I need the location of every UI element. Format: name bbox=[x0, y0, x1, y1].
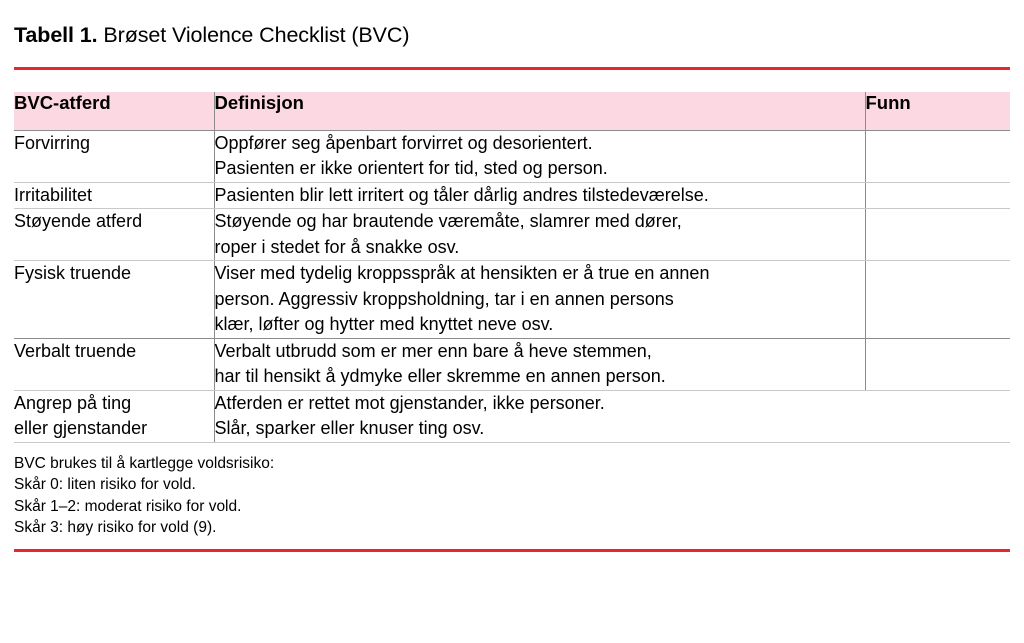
cell-definition bbox=[214, 130, 865, 182]
cell-finding[interactable] bbox=[865, 338, 1010, 390]
table-footnotes bbox=[14, 443, 1010, 549]
cell-behaviour bbox=[14, 261, 214, 339]
bvc-table bbox=[14, 92, 1010, 443]
cell-behaviour-line: Verbalt truende bbox=[14, 340, 137, 361]
table-caption bbox=[14, 0, 1010, 48]
cell-definition-line: Støyende og har brautende væremåte, slamrer med dører, bbox=[214, 211, 682, 231]
footnote-line: Skår 3: høy risiko for vold (9). bbox=[14, 519, 217, 536]
table-row bbox=[14, 261, 1010, 339]
cell-finding[interactable] bbox=[865, 182, 1010, 209]
cell-definition-line: Verbalt utbrudd som er mer enn bare å heve stemmen, bbox=[214, 340, 652, 361]
cell-definition-line: klær, løfter og hytter med knyttet neve osv. bbox=[214, 314, 554, 334]
cell-behaviour-line: Støyende atferd bbox=[14, 211, 143, 231]
cell-definition-line: roper i stedet for å snakke osv. bbox=[214, 236, 460, 257]
footnote-line: Skår 1–2: moderat risiko for vold. bbox=[14, 497, 242, 515]
cell-behaviour bbox=[14, 338, 214, 390]
cell-definition bbox=[214, 209, 865, 261]
bottom-spacer bbox=[14, 552, 1010, 554]
cell-definition-line: har til hensikt å ydmyke eller skremme en annen person. bbox=[214, 366, 666, 386]
table-row bbox=[14, 338, 1010, 390]
cell-behaviour-line: Fysisk truende bbox=[14, 263, 132, 283]
cell-definition-line: Oppfører seg åpenbart forvirret og desorientert. bbox=[214, 132, 593, 153]
cell-definition bbox=[214, 182, 865, 209]
caption-title: Brøset Violence Checklist (BVC) bbox=[103, 23, 410, 47]
cell-behaviour bbox=[14, 130, 214, 182]
cell-behaviour-line: Forvirring bbox=[14, 132, 91, 153]
header-cell-definition: Definisjon bbox=[214, 92, 865, 130]
header-cell-finding: Funn bbox=[865, 92, 1010, 130]
footnote-line: BVC brukes til å kartlegge voldsrisiko: bbox=[14, 454, 275, 472]
cell-definition-line: person. Aggressiv kroppsholdning, tar i en annen persons bbox=[214, 288, 674, 309]
cell-behaviour bbox=[14, 209, 214, 261]
cell-definition bbox=[214, 261, 865, 339]
header-cell-behaviour: BVC-atferd bbox=[14, 92, 214, 130]
cell-finding[interactable] bbox=[865, 261, 1010, 339]
table-row bbox=[14, 130, 1010, 182]
cell-finding[interactable] bbox=[865, 390, 1010, 442]
cell-definition-line: Pasienten er ikke orientert for tid, sted og person. bbox=[214, 158, 608, 178]
footnote-line: Skår 0: liten risiko for vold. bbox=[14, 476, 196, 493]
cell-definition-line: Atferden er rettet mot gjenstander, ikke personer. bbox=[214, 392, 605, 413]
cell-definition-line: Pasienten blir lett irritert og tåler dårlig andres tilstedeværelse. bbox=[214, 184, 709, 205]
cell-definition bbox=[214, 390, 865, 442]
table-row bbox=[14, 390, 1010, 442]
header-row bbox=[14, 92, 1010, 130]
cell-behaviour bbox=[14, 182, 214, 209]
top-red-rule bbox=[14, 67, 1010, 70]
table-body bbox=[14, 130, 1010, 442]
cell-definition bbox=[214, 338, 865, 390]
cell-behaviour-line: Irritabilitet bbox=[14, 184, 93, 205]
cell-finding[interactable] bbox=[865, 209, 1010, 261]
cell-behaviour-line: Angrep på ting bbox=[14, 392, 132, 413]
caption-label: Tabell 1. bbox=[14, 23, 98, 47]
cell-definition-line: Slår, sparker eller knuser ting osv. bbox=[214, 418, 485, 438]
cell-definition-line: Viser med tydelig kroppsspråk at hensikten er å true en annen bbox=[214, 263, 710, 283]
cell-finding[interactable] bbox=[865, 130, 1010, 182]
table-header bbox=[14, 92, 1010, 130]
cell-behaviour bbox=[14, 390, 214, 442]
cell-behaviour-line: eller gjenstander bbox=[14, 418, 148, 438]
table-row bbox=[14, 182, 1010, 209]
table-row bbox=[14, 209, 1010, 261]
